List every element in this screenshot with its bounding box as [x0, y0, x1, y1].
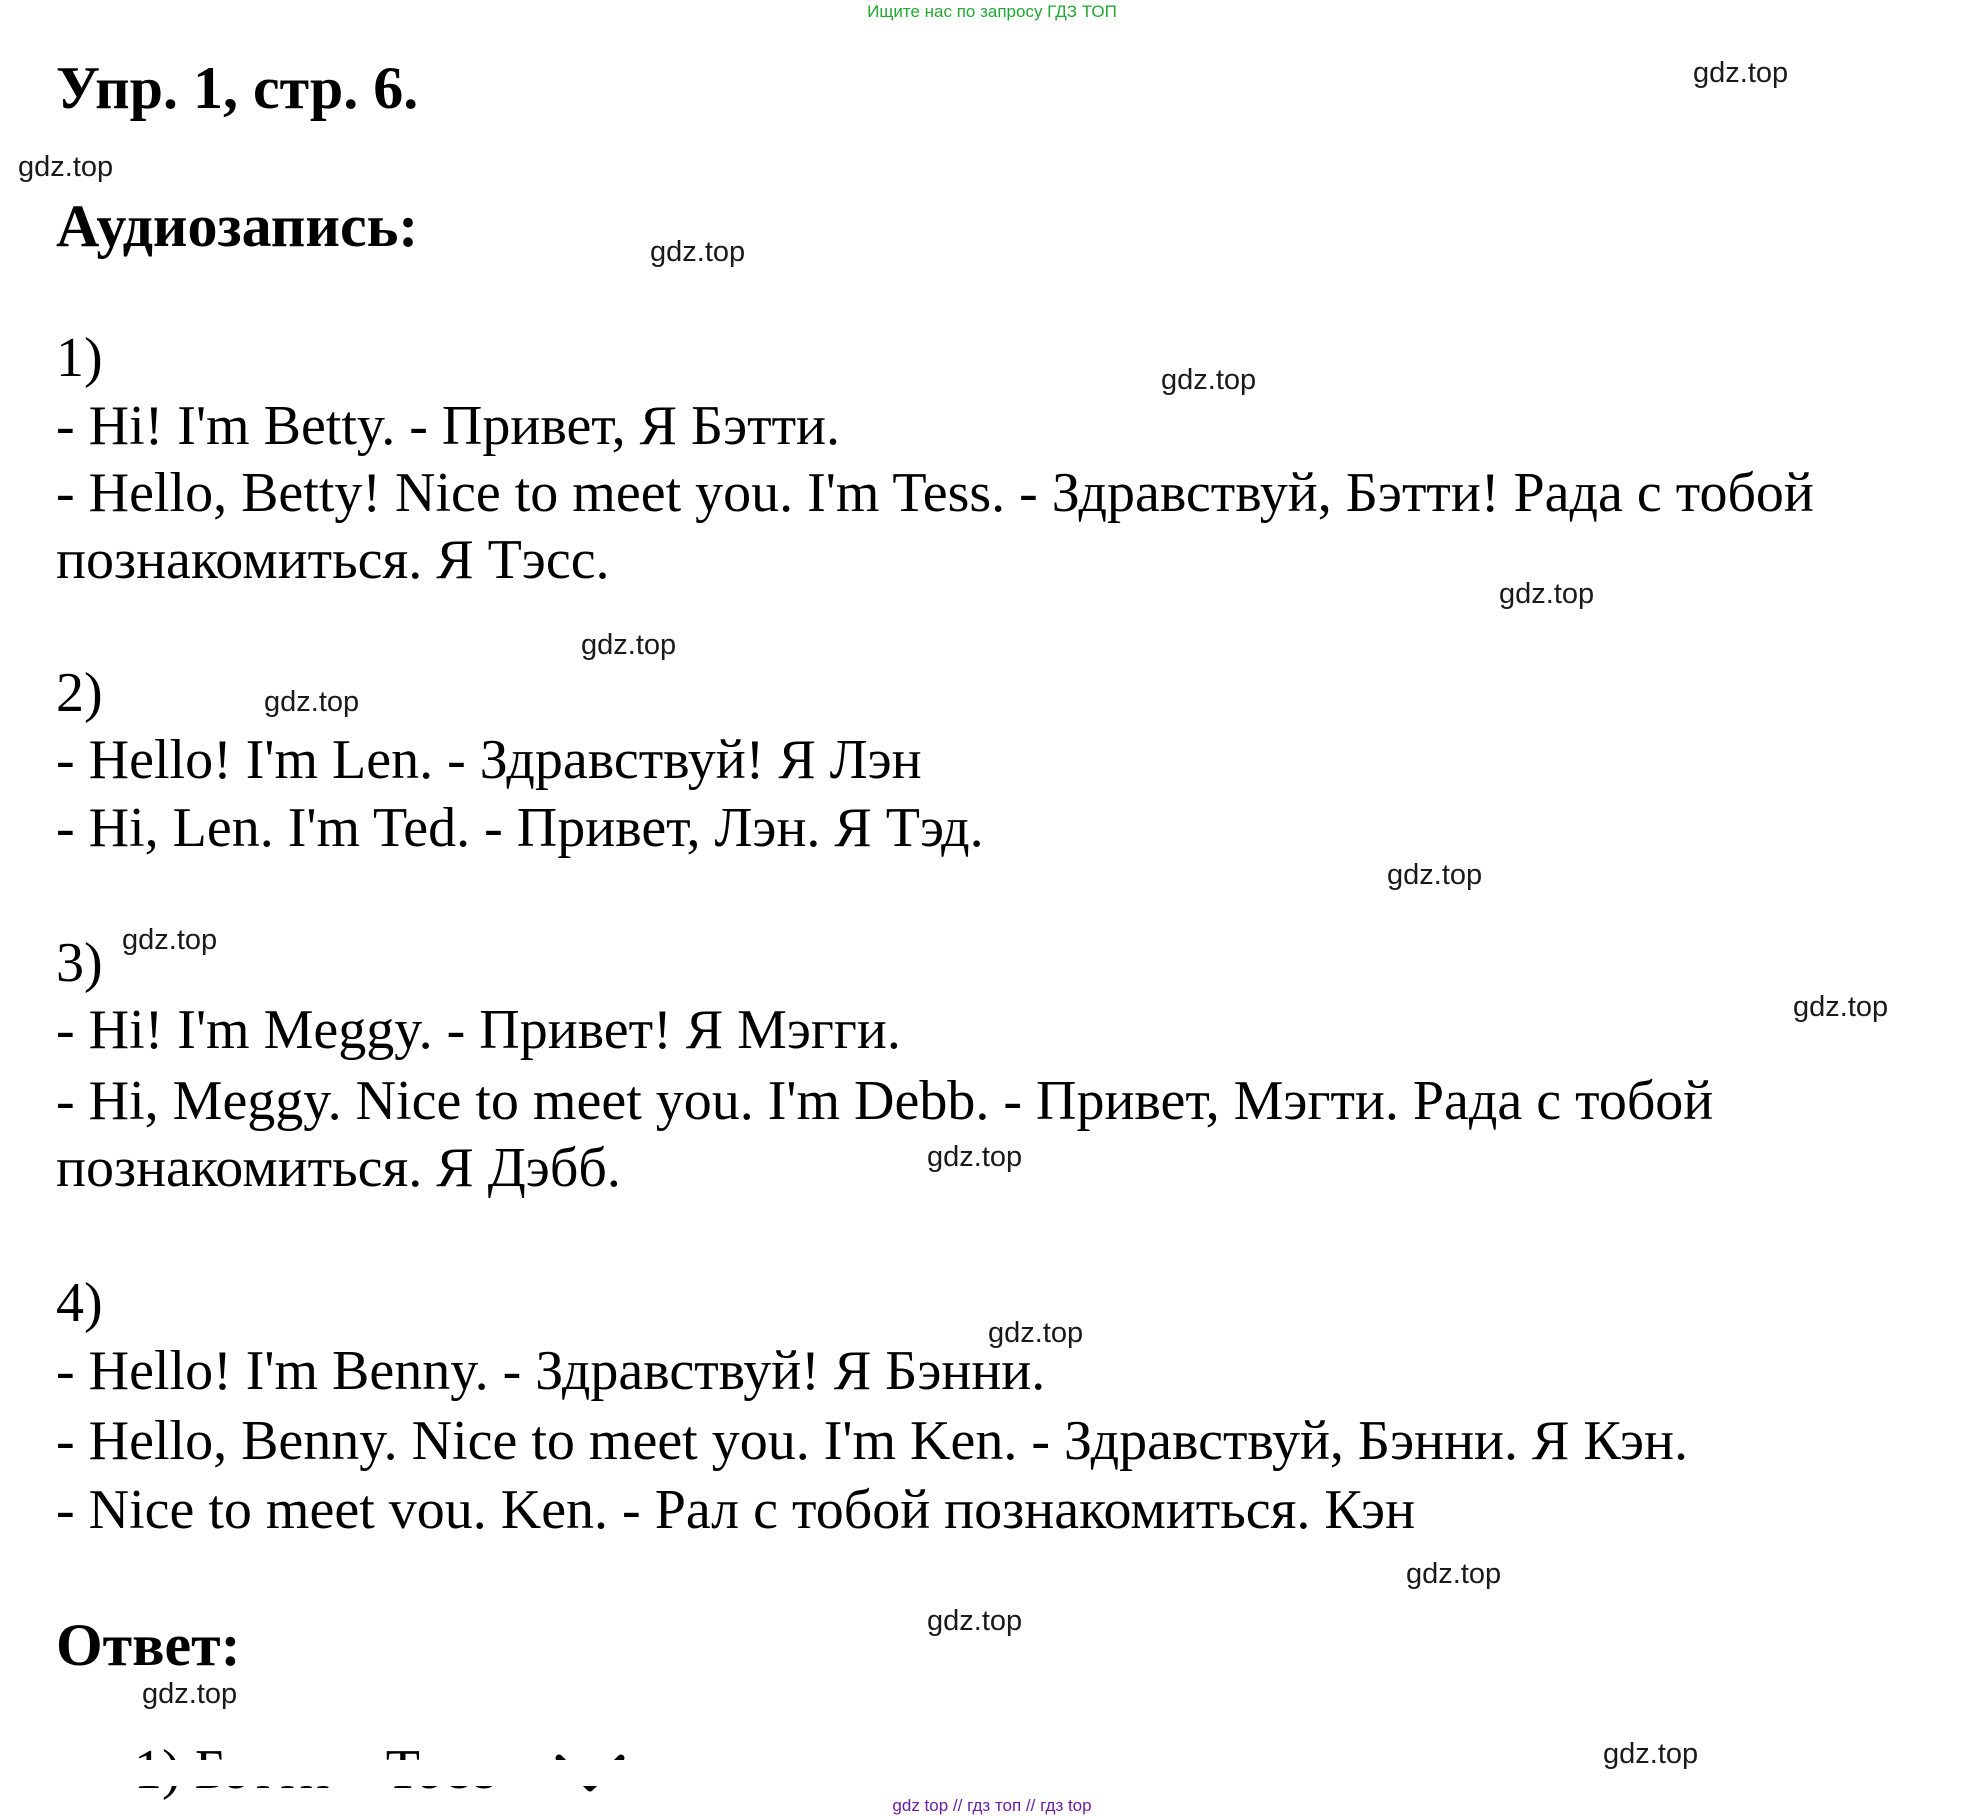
watermark: gdz.top [1793, 991, 1889, 1023]
dialog-number: 3) [56, 932, 103, 994]
watermark: gdz.top [142, 1678, 238, 1710]
dialog-line: - Hello, Betty! Nice to meet you. I'm Tess. - Здравствуй, Бэтти! Рада с тобой [56, 462, 1814, 524]
watermark: gdz.top [1387, 859, 1483, 891]
dialog-line: - Hello! I'm Len. - Здравствуй! Я Лэн [56, 729, 922, 791]
watermark: gdz.top [650, 236, 746, 268]
watermark: gdz.top [1161, 364, 1257, 396]
watermark: gdz.top [581, 629, 677, 661]
watermark: gdz.top [927, 1141, 1023, 1173]
dialog-line: - Hi, Len. I'm Ted. - Привет, Лэн. Я Тэд. [56, 797, 984, 859]
dialog-line: - Hello, Benny. Nice to meet you. I'm Ken. - Здравствуй, Бэнни. Я Кэн. [56, 1410, 1688, 1472]
dialog-number: 4) [56, 1272, 103, 1334]
dialog-number: 1) [56, 327, 103, 389]
watermark: gdz.top [264, 686, 360, 718]
page-title: Упр. 1, стр. 6. [56, 55, 419, 121]
watermark: gdz.top [122, 924, 218, 956]
watermark: gdz.top [18, 151, 114, 183]
footer-links: gdz top // гдз топ // гдз top [892, 1796, 1092, 1815]
watermark: gdz.top [1499, 578, 1595, 610]
audio-heading: Аудиозапись: [56, 193, 419, 259]
top-banner: Ищите нас по запросу ГДЗ ТОП [867, 2, 1117, 21]
watermark: gdz.top [1603, 1738, 1699, 1770]
dialog-line: - Hi, Meggy. Nice to meet you. I'm Debb. - Привет, Мэгти. Рада с тобой [56, 1070, 1714, 1132]
dialog-line: - Hi! I'm Meggy. - Привет! Я Мэгги. [56, 999, 901, 1061]
watermark: gdz.top [927, 1605, 1023, 1637]
watermark: gdz.top [1406, 1558, 1502, 1590]
watermark: gdz.top [988, 1317, 1084, 1349]
dialog-number: 2) [56, 662, 103, 724]
dialog-line: - Nice to meet vou. Ken. - Рал с тобой познакомиться. Кэн [56, 1479, 1416, 1541]
dialog-line: познакомиться. Я Дэбб. [56, 1137, 621, 1199]
dialog-line: познакомиться. Я Тэсс. [56, 529, 610, 591]
watermark: gdz.top [1693, 57, 1789, 89]
dialog-line: - Hello! I'm Benny. - Здравствуй! Я Бэнни. [56, 1340, 1046, 1402]
answer-heading: Ответ: [56, 1612, 241, 1678]
dialog-line: - Hi! I'm Betty. - Привет, Я Бэтти. [56, 395, 841, 457]
